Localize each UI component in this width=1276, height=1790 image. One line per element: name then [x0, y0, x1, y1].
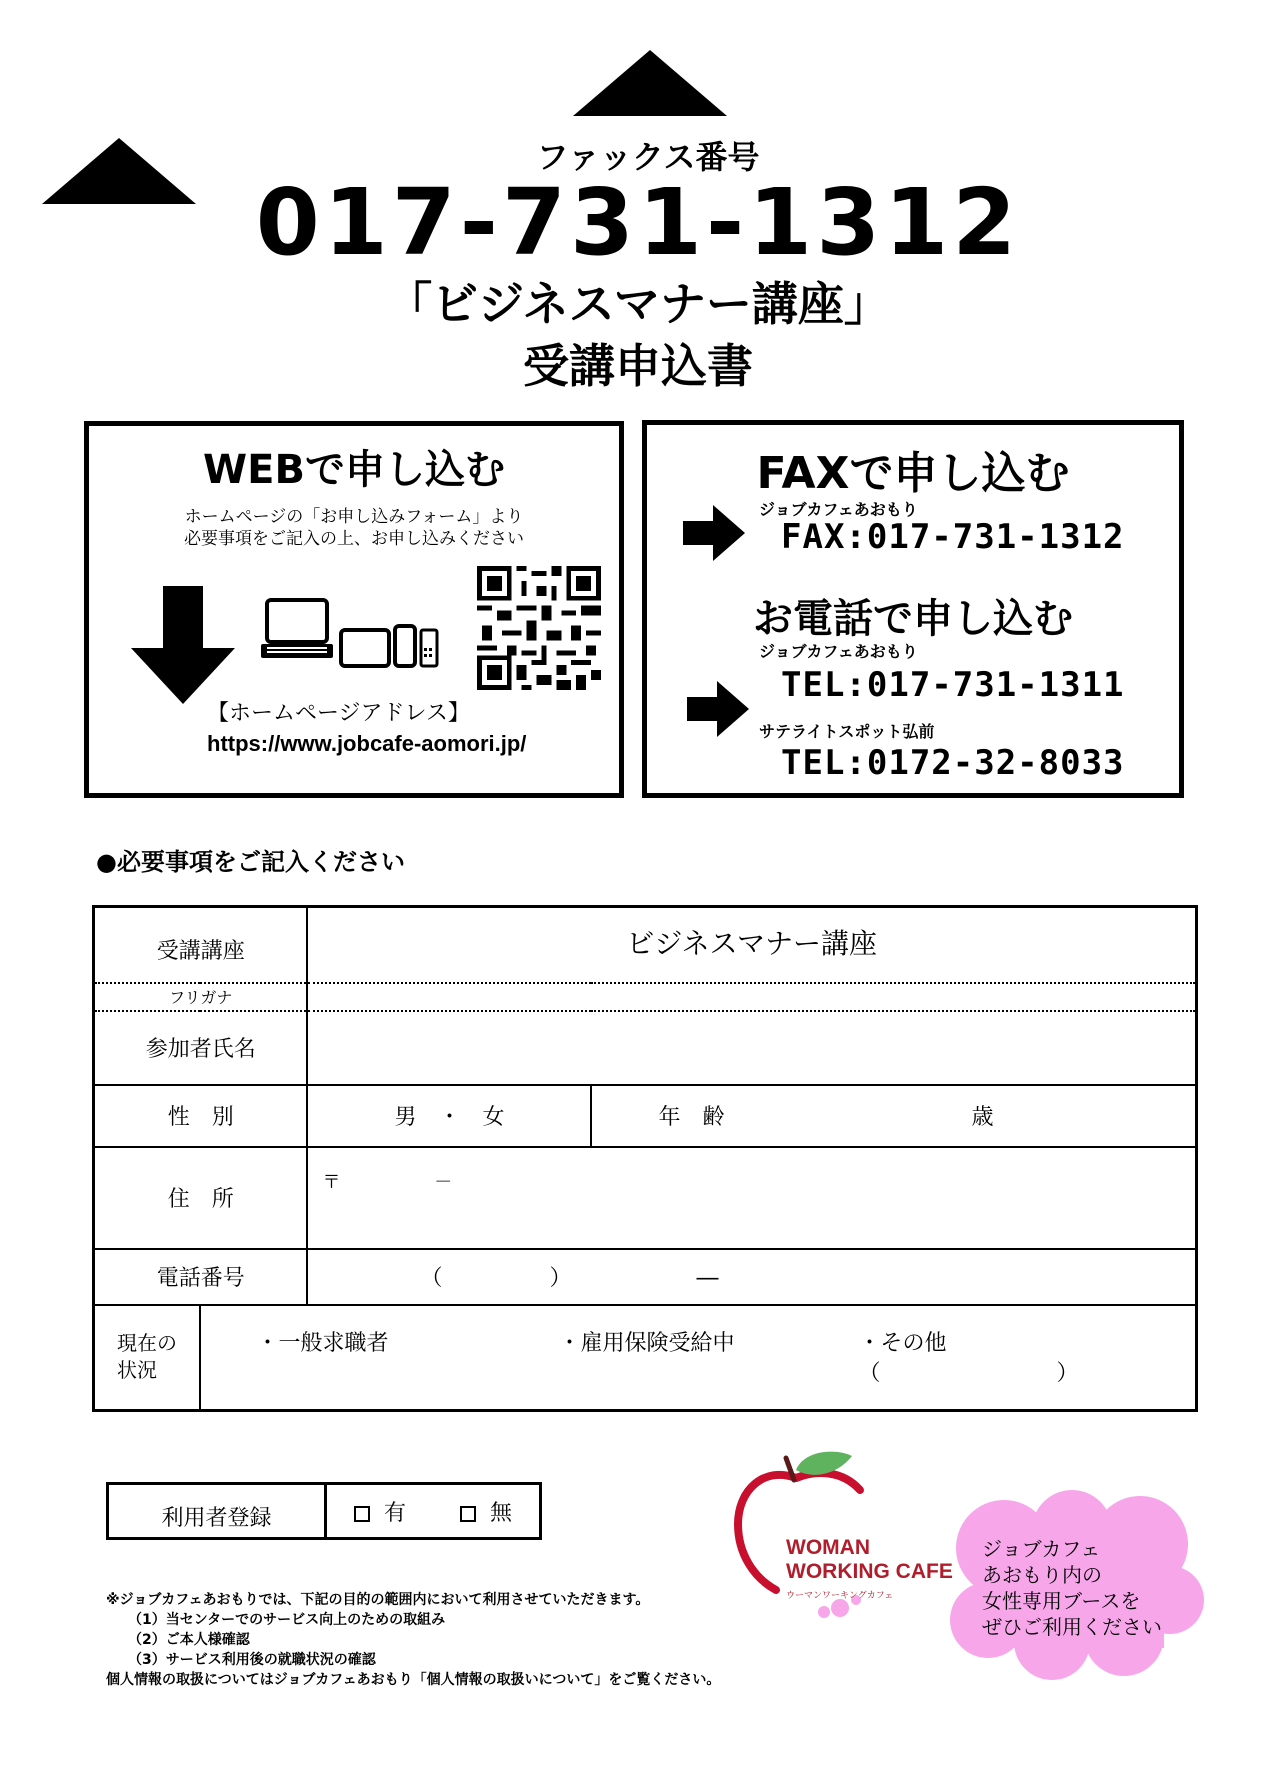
logo-text-working-cafe: WORKING CAFE	[786, 1560, 953, 1583]
fax-apply-title: FAXで申し込む	[756, 448, 1070, 499]
fax-number-heading: 017-731-1312	[255, 169, 1021, 276]
furigana-field[interactable]	[307, 983, 1196, 1011]
gender-label: 性 別	[94, 1085, 308, 1147]
arrow-down-icon	[131, 586, 235, 706]
status-option-jobseeker[interactable]: ・一般求職者	[256, 1330, 389, 1356]
status-other-paren-open: （	[858, 1360, 881, 1386]
tel-org-label: ジョブカフェあおもり	[759, 642, 918, 661]
application-form-table	[92, 905, 1198, 1412]
gender-field[interactable]: 男 ・ 女	[307, 1085, 591, 1147]
age-unit: 歳	[971, 1105, 994, 1130]
registration-label: 利用者登録	[109, 1485, 327, 1537]
devices-icon	[261, 596, 441, 676]
status-other-paren-close: ）	[1056, 1360, 1079, 1386]
form-section-title: ●必要事項をご記入ください	[96, 848, 405, 876]
name-field[interactable]	[307, 1011, 1196, 1085]
checkbox-icon[interactable]	[460, 1506, 476, 1522]
age-field[interactable]	[591, 1085, 1196, 1147]
user-registration-box	[106, 1482, 542, 1540]
tel-apply-title: お電話で申し込む	[753, 596, 1073, 642]
phone-field[interactable]	[307, 1249, 1196, 1305]
status-option-other[interactable]: ・その他	[858, 1330, 947, 1356]
fax-number: FAX:017-731-1312	[781, 517, 1125, 557]
status-option-unemployment-insurance[interactable]: ・雇用保険受給中	[558, 1330, 735, 1356]
bubble-message: ジョブカフェ あおもり内の 女性専用ブースを ぜひご利用ください	[982, 1537, 1162, 1639]
registration-no-option[interactable]: 無	[460, 1496, 512, 1527]
fax-org-label: ジョブカフェあおもり	[759, 500, 918, 519]
homepage-url-link[interactable]: https://www.jobcafe-aomori.jp/	[207, 731, 527, 756]
web-apply-description: ホームページの「お申し込みフォーム」より 必要事項をご記入の上、お申し込みください	[184, 507, 524, 549]
name-label: 参加者氏名	[94, 1011, 308, 1085]
course-title: 「ビジネスマナー講座」	[386, 277, 890, 331]
course-label: 受講講座	[94, 907, 308, 983]
phone-dash: ―	[696, 1266, 719, 1291]
registration-options	[327, 1485, 539, 1537]
status-label: 現在の 状況	[94, 1305, 200, 1411]
satellite-org-label: サテライトスポット弘前	[759, 722, 935, 741]
arrow-right-icon	[687, 681, 749, 737]
tel-number-hirosaki: TEL:0172-32-8033	[781, 743, 1125, 783]
furigana-label: フリガナ	[94, 983, 308, 1011]
privacy-notes: ※ジョブカフェあおもりでは、下記の目的の範囲内において利用させていただきます。 （1）当センターでのサービス向上のための取組み （2）ご本人様確認 （3）サービス利用後の就職状況の確認 個人情報の取扱についてはジョブカフェあおもり「個人情報の取扱いについて」をご覧ください。	[106, 1592, 721, 1688]
phone-paren-open: （	[420, 1266, 443, 1291]
age-label: 年 齢	[658, 1105, 725, 1130]
fax-caption: ファックス番号	[536, 138, 760, 176]
qr-code-icon[interactable]	[477, 566, 601, 690]
phone-label: 電話番号	[94, 1249, 308, 1305]
status-field[interactable]	[200, 1305, 1197, 1411]
postal-mark: 〒	[322, 1171, 341, 1193]
registration-yes-option[interactable]: 有	[354, 1496, 406, 1527]
fax-tel-apply-box	[642, 420, 1184, 798]
web-apply-title: WEBで申し込む	[203, 447, 505, 493]
address-field[interactable]	[307, 1147, 1196, 1249]
arrow-right-icon	[683, 505, 745, 561]
triangle-top-center	[573, 50, 727, 116]
tel-number-aomori: TEL:017-731-1311	[781, 665, 1125, 705]
logo-text-woman: WOMAN	[786, 1536, 870, 1559]
course-value: ビジネスマナー講座	[307, 907, 1196, 983]
logo-text-kana: ウーマンワーキングカフェ	[786, 1591, 894, 1601]
postal-dash: －	[434, 1171, 453, 1193]
form-title: 受講申込書	[523, 339, 753, 393]
phone-paren-close: ）	[549, 1266, 572, 1291]
checkbox-icon[interactable]	[354, 1506, 370, 1522]
homepage-label: 【ホームページアドレス】	[207, 701, 470, 726]
address-label: 住 所	[94, 1147, 308, 1249]
web-apply-box	[84, 421, 624, 798]
